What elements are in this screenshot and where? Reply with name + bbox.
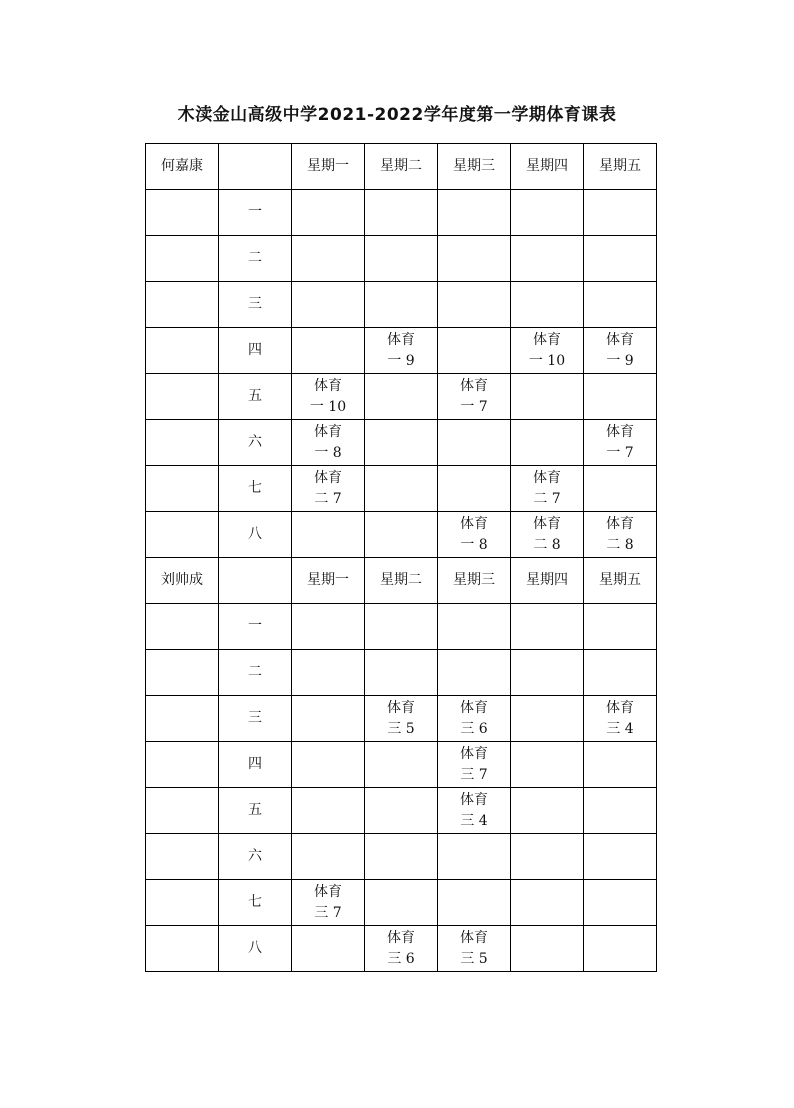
- schedule-cell: [292, 420, 365, 466]
- teacher-header-row: [146, 144, 657, 190]
- period-row: [146, 374, 657, 420]
- schedule-cell: [438, 466, 511, 512]
- schedule-cell: [511, 190, 584, 236]
- schedule-cell: [292, 282, 365, 328]
- empty-cell: [146, 604, 219, 650]
- period-row: [146, 650, 657, 696]
- schedule-cell: [438, 880, 511, 926]
- day-header: 星期一: [292, 144, 365, 190]
- schedule-cell: [292, 190, 365, 236]
- course-name: 体育: [314, 883, 342, 900]
- class-code: 三 5: [387, 720, 415, 737]
- schedule-cell: [438, 420, 511, 466]
- class-code: 二 7: [314, 490, 342, 507]
- empty-cell: [146, 512, 219, 558]
- period-row: [146, 420, 657, 466]
- class-code: 二 8: [606, 536, 634, 553]
- course-name: 体育: [460, 929, 488, 946]
- schedule-cell: [292, 926, 365, 972]
- period-row: [146, 742, 657, 788]
- class-code: 三 7: [460, 766, 488, 783]
- day-header: 星期二: [365, 144, 438, 190]
- period-row: [146, 834, 657, 880]
- schedule-cell: [438, 742, 511, 788]
- day-header: 星期五: [584, 144, 657, 190]
- empty-cell: [146, 328, 219, 374]
- schedule-cell: [584, 650, 657, 696]
- period-label: 三: [219, 696, 292, 742]
- schedule-cell: [438, 190, 511, 236]
- period-row: [146, 190, 657, 236]
- course-name: 体育: [606, 423, 634, 440]
- day-header: 星期四: [511, 558, 584, 604]
- empty-cell: [146, 190, 219, 236]
- schedule-cell: [584, 236, 657, 282]
- period-row: [146, 696, 657, 742]
- schedule-cell: [365, 512, 438, 558]
- schedule-cell: [365, 880, 438, 926]
- course-name: 体育: [533, 469, 561, 486]
- empty-cell: [146, 650, 219, 696]
- schedule-cell: [438, 834, 511, 880]
- schedule-cell: [365, 788, 438, 834]
- schedule-cell: [365, 374, 438, 420]
- day-header: 星期一: [292, 558, 365, 604]
- schedule-table: [145, 143, 657, 972]
- schedule-cell: [438, 926, 511, 972]
- course-name: 体育: [606, 699, 634, 716]
- class-code: 一 8: [314, 444, 342, 461]
- period-label: 五: [219, 788, 292, 834]
- class-code: 一 7: [606, 444, 634, 461]
- schedule-cell: [438, 328, 511, 374]
- schedule-cell: [365, 236, 438, 282]
- period-row: [146, 926, 657, 972]
- day-header: 星期五: [584, 558, 657, 604]
- schedule-cell: [365, 834, 438, 880]
- schedule-cell: [584, 834, 657, 880]
- day-header: 星期二: [365, 558, 438, 604]
- period-row: [146, 788, 657, 834]
- course-name: 体育: [314, 469, 342, 486]
- schedule-cell: [438, 788, 511, 834]
- class-code: 一 10: [528, 352, 566, 369]
- period-label: 三: [219, 282, 292, 328]
- course-name: 体育: [387, 331, 415, 348]
- schedule-cell: [584, 328, 657, 374]
- schedule-cell: [438, 374, 511, 420]
- blank-cell: [219, 144, 292, 190]
- class-code: 一 9: [387, 352, 415, 369]
- schedule-cell: [584, 742, 657, 788]
- schedule-cell: [584, 282, 657, 328]
- class-code: 三 4: [606, 720, 634, 737]
- schedule-cell: [438, 696, 511, 742]
- schedule-cell: [511, 926, 584, 972]
- period-label: 八: [219, 512, 292, 558]
- schedule-cell: [511, 466, 584, 512]
- empty-cell: [146, 374, 219, 420]
- period-label: 二: [219, 236, 292, 282]
- schedule-cell: [511, 834, 584, 880]
- empty-cell: [146, 466, 219, 512]
- schedule-cell: [365, 420, 438, 466]
- schedule-cell: [292, 650, 365, 696]
- schedule-cell: [292, 742, 365, 788]
- empty-cell: [146, 420, 219, 466]
- schedule-cell: [365, 926, 438, 972]
- course-name: 体育: [606, 515, 634, 532]
- schedule-cell: [584, 604, 657, 650]
- schedule-cell: [292, 328, 365, 374]
- empty-cell: [146, 236, 219, 282]
- class-code: 二 7: [533, 490, 561, 507]
- schedule-cell: [511, 374, 584, 420]
- schedule-cell: [365, 650, 438, 696]
- schedule-cell: [365, 696, 438, 742]
- period-label: 一: [219, 190, 292, 236]
- schedule-cell: [584, 466, 657, 512]
- schedule-cell: [292, 788, 365, 834]
- schedule-cell: [511, 880, 584, 926]
- period-row: [146, 328, 657, 374]
- schedule-cell: [292, 834, 365, 880]
- course-name: 体育: [387, 929, 415, 946]
- schedule-cell: [292, 512, 365, 558]
- period-label: 一: [219, 604, 292, 650]
- day-header: 星期三: [438, 144, 511, 190]
- schedule-body: [146, 144, 657, 972]
- course-name: 体育: [533, 515, 561, 532]
- period-label: 五: [219, 374, 292, 420]
- schedule-cell: [292, 466, 365, 512]
- class-code: 一 8: [460, 536, 488, 553]
- teacher-header-row: [146, 558, 657, 604]
- blank-cell: [219, 558, 292, 604]
- period-row: [146, 880, 657, 926]
- schedule-cell: [438, 604, 511, 650]
- schedule-cell: [584, 512, 657, 558]
- schedule-cell: [511, 696, 584, 742]
- schedule-cell: [365, 282, 438, 328]
- period-label: 六: [219, 834, 292, 880]
- period-row: [146, 282, 657, 328]
- class-code: 三 7: [314, 904, 342, 921]
- schedule-cell: [511, 604, 584, 650]
- course-name: 体育: [460, 515, 488, 532]
- schedule-cell: [584, 190, 657, 236]
- class-code: 三 5: [460, 950, 488, 967]
- schedule-cell: [292, 604, 365, 650]
- schedule-cell: [365, 742, 438, 788]
- schedule-cell: [438, 650, 511, 696]
- course-name: 体育: [533, 331, 561, 348]
- schedule-cell: [511, 788, 584, 834]
- teacher-name: 何嘉康: [146, 144, 219, 190]
- period-label: 二: [219, 650, 292, 696]
- period-label: 四: [219, 742, 292, 788]
- schedule-cell: [511, 236, 584, 282]
- schedule-cell: [292, 880, 365, 926]
- class-code: 二 8: [533, 536, 561, 553]
- schedule-cell: [511, 512, 584, 558]
- period-label: 六: [219, 420, 292, 466]
- schedule-cell: [584, 374, 657, 420]
- period-label: 四: [219, 328, 292, 374]
- period-row: [146, 236, 657, 282]
- empty-cell: [146, 788, 219, 834]
- schedule-cell: [584, 788, 657, 834]
- schedule-cell: [292, 236, 365, 282]
- schedule-cell: [584, 880, 657, 926]
- schedule-cell: [365, 466, 438, 512]
- class-code: 一 9: [606, 352, 634, 369]
- schedule-cell: [438, 236, 511, 282]
- course-name: 体育: [314, 377, 342, 394]
- course-name: 体育: [460, 699, 488, 716]
- period-label: 七: [219, 880, 292, 926]
- schedule-cell: [584, 420, 657, 466]
- empty-cell: [146, 742, 219, 788]
- course-name: 体育: [606, 331, 634, 348]
- schedule-cell: [511, 282, 584, 328]
- class-code: 一 7: [460, 398, 488, 415]
- course-name: 体育: [387, 699, 415, 716]
- schedule-cell: [511, 650, 584, 696]
- page-title: 木渎金山高级中学2021-2022学年度第一学期体育课表: [177, 105, 617, 125]
- period-row: [146, 512, 657, 558]
- period-row: [146, 604, 657, 650]
- empty-cell: [146, 926, 219, 972]
- empty-cell: [146, 696, 219, 742]
- course-name: 体育: [460, 377, 488, 394]
- schedule-cell: [511, 328, 584, 374]
- schedule-cell: [365, 328, 438, 374]
- period-row: [146, 466, 657, 512]
- schedule-cell: [511, 742, 584, 788]
- class-code: 三 6: [460, 720, 488, 737]
- day-header: 星期三: [438, 558, 511, 604]
- schedule-cell: [584, 696, 657, 742]
- empty-cell: [146, 282, 219, 328]
- empty-cell: [146, 880, 219, 926]
- schedule-cell: [584, 926, 657, 972]
- teacher-name: 刘帅成: [146, 558, 219, 604]
- class-code: 三 6: [387, 950, 415, 967]
- schedule-cell: [511, 420, 584, 466]
- schedule-cell: [292, 374, 365, 420]
- course-name: 体育: [314, 423, 342, 440]
- course-name: 体育: [460, 745, 488, 762]
- schedule-cell: [292, 696, 365, 742]
- schedule-cell: [438, 282, 511, 328]
- schedule-cell: [438, 512, 511, 558]
- schedule-cell: [365, 604, 438, 650]
- class-code: 三 4: [460, 812, 488, 829]
- empty-cell: [146, 834, 219, 880]
- class-code: 一 10: [309, 398, 347, 415]
- schedule-cell: [365, 190, 438, 236]
- day-header: 星期四: [511, 144, 584, 190]
- period-label: 八: [219, 926, 292, 972]
- period-label: 七: [219, 466, 292, 512]
- course-name: 体育: [460, 791, 488, 808]
